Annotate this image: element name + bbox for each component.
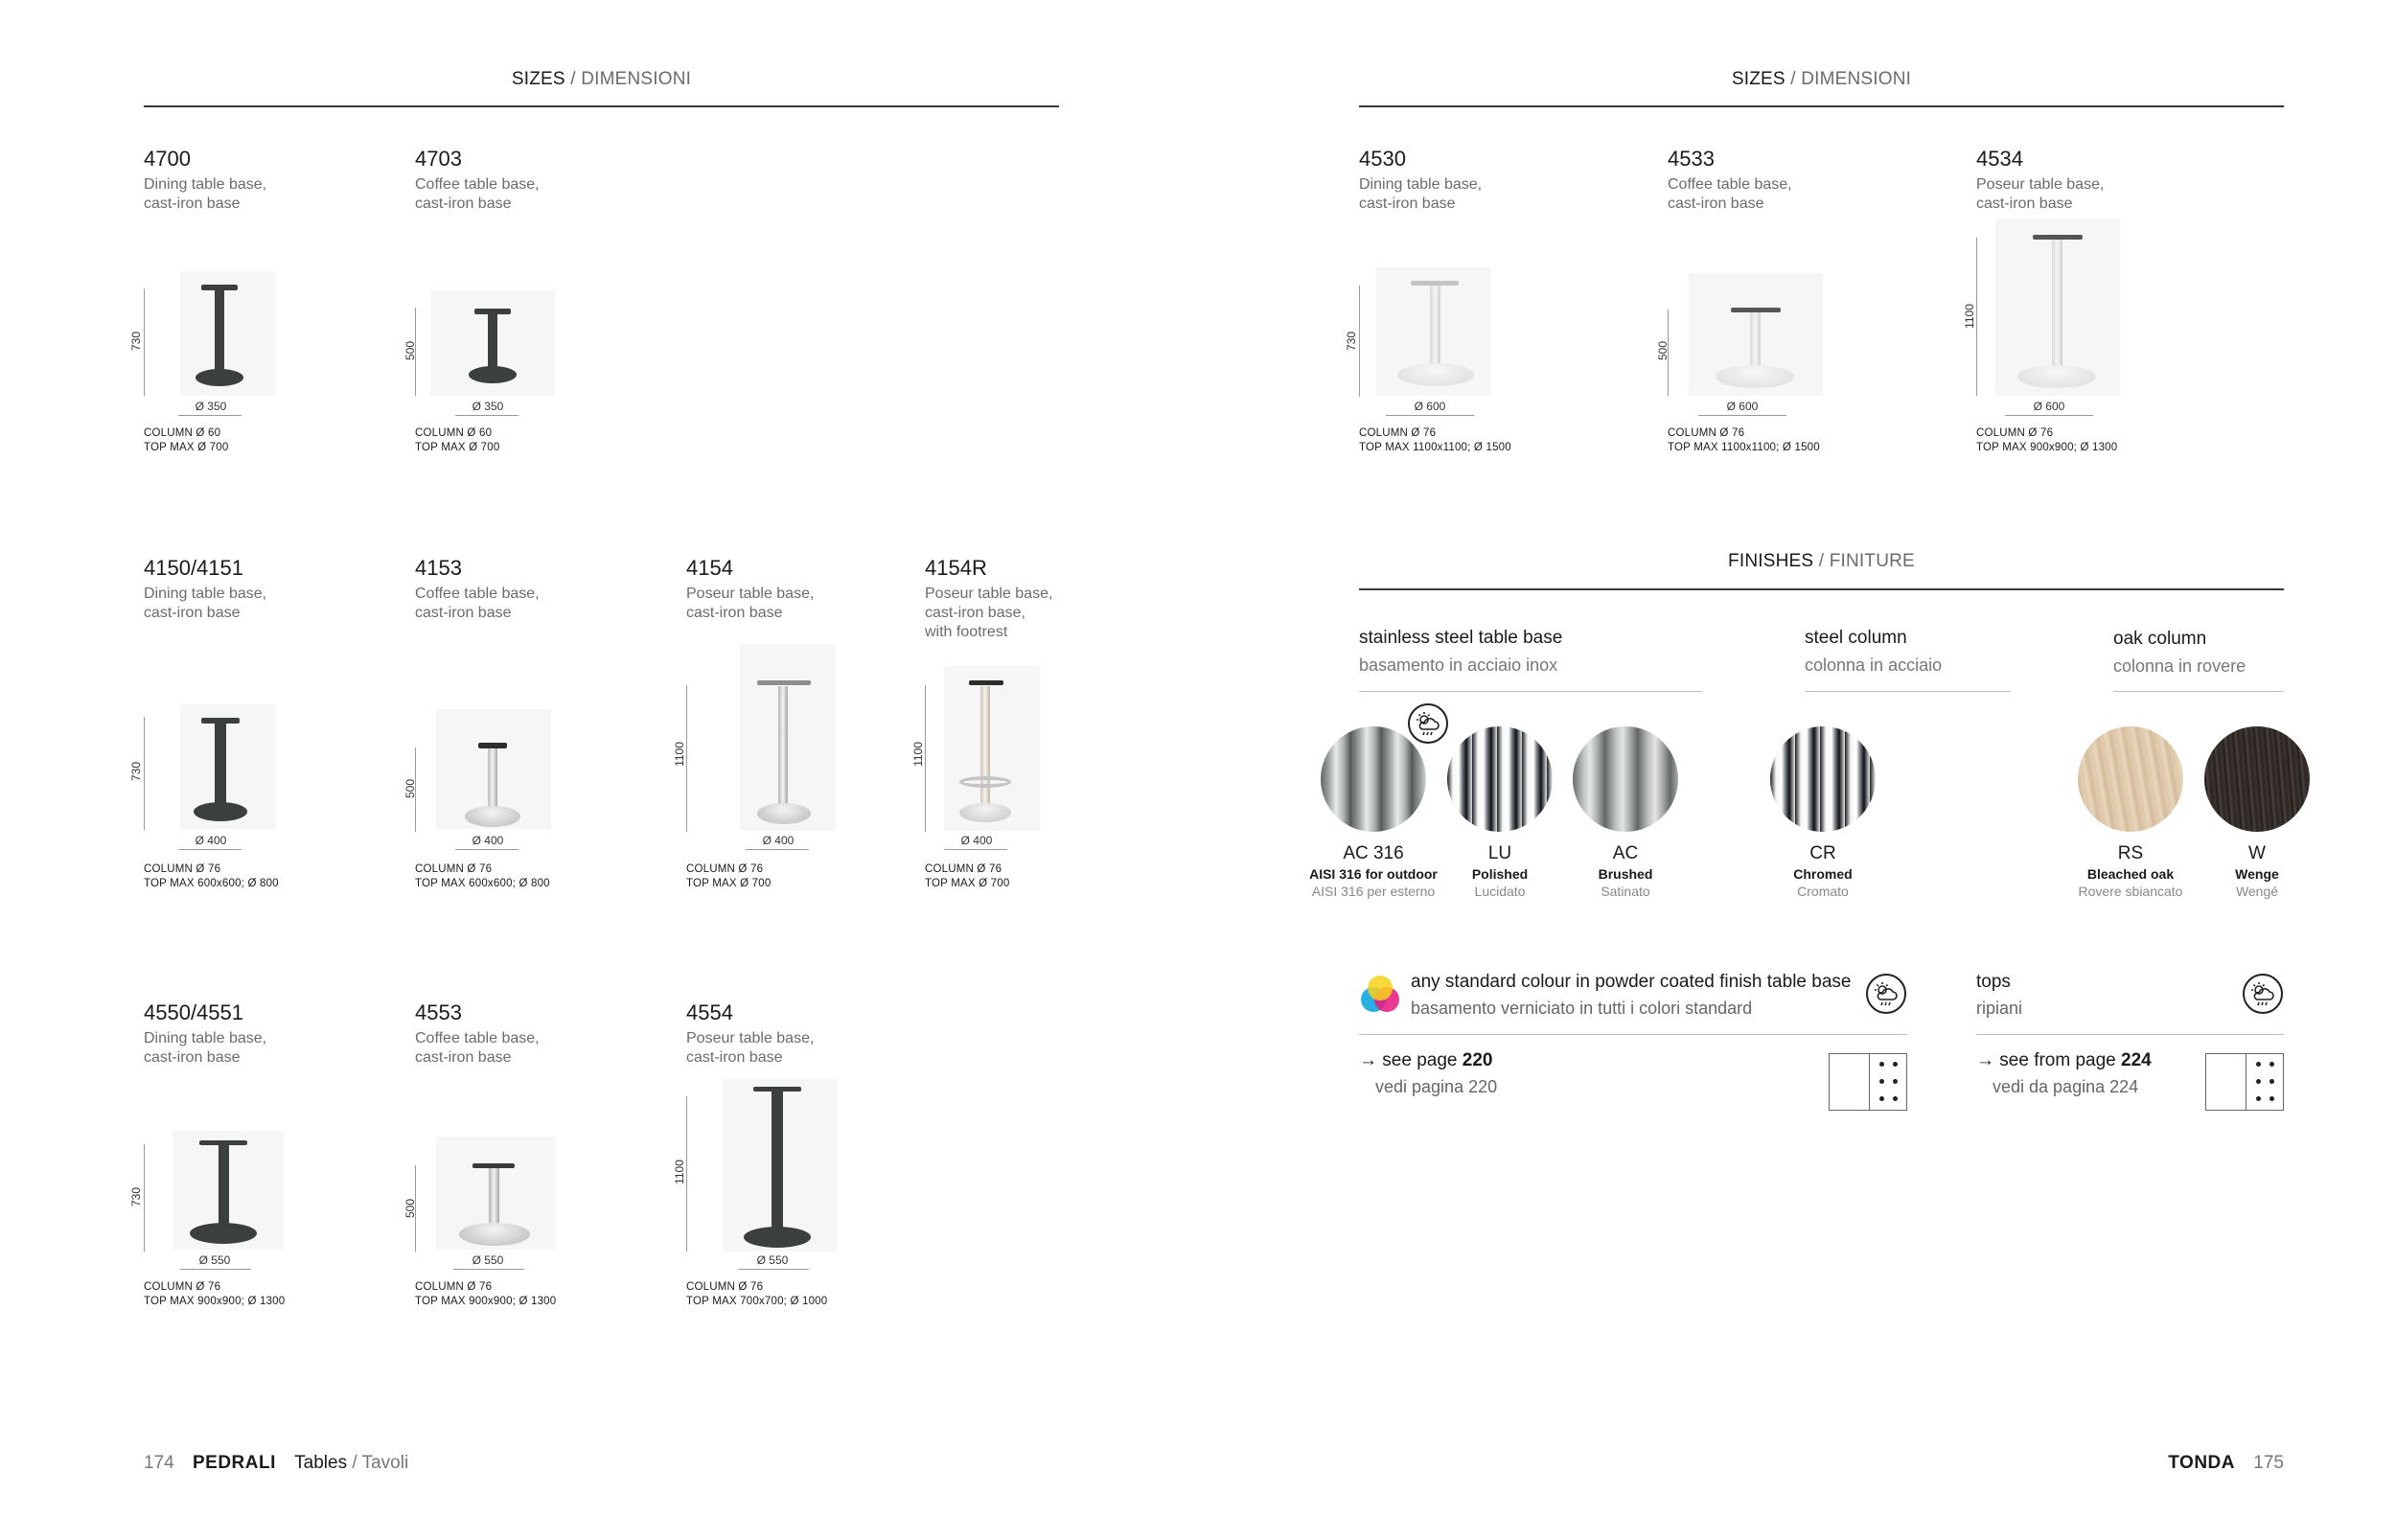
height-label: 1100: [672, 1160, 686, 1184]
swatch-name-it: Wengé: [2235, 884, 2279, 899]
product-code: 4530: [1359, 147, 1406, 171]
arrow-right-icon: →: [1976, 1050, 1994, 1070]
left-sizes-subtitle: DIMENSIONI: [581, 69, 692, 89]
product-spec: COLUMN Ø 76 TOP MAX 1100x1100; Ø 1500: [1668, 427, 1820, 453]
diameter-label: Ø 400: [472, 834, 504, 847]
height-line: [1359, 286, 1360, 397]
outdoor-icon: [1866, 974, 1906, 1014]
section-name: Tables: [294, 1453, 348, 1473]
product-code: 4534: [1976, 147, 2023, 171]
finish-group-stainless-subtitle: basamento in acciaio inox: [1359, 655, 1558, 675]
product-spec: COLUMN Ø 76 TOP MAX 600x600; Ø 800: [144, 863, 279, 889]
height-label: 500: [403, 778, 418, 799]
right-sizes-header: SIZES / DIMENSIONI: [1731, 69, 1912, 89]
table-base-illustration: [444, 1163, 549, 1254]
swatch-code: W: [2248, 843, 2266, 863]
right-sizes-rule: [1359, 105, 2284, 107]
product-spec: COLUMN Ø 76 TOP MAX 900x900; Ø 1300: [1976, 427, 2118, 453]
height-line: [144, 1144, 145, 1252]
product-4703: [403, 147, 664, 559]
swatch-name-it: AISI 316 per esterno: [1311, 884, 1436, 899]
diameter-label: Ø 350: [195, 400, 227, 413]
product-spec: COLUMN Ø 76 TOP MAX 900x900; Ø 1300: [415, 1281, 557, 1307]
right-page-number: 175: [2253, 1453, 2284, 1473]
diameter-line: [178, 415, 242, 416]
product-desc: Dining table base, cast-iron base: [144, 176, 267, 212]
table-base-illustration: [180, 281, 276, 396]
table-base-illustration: [180, 714, 276, 829]
swatch-code: AC: [1612, 843, 1639, 863]
swatch-code: RS: [2117, 843, 2144, 863]
left-sizes-rule: [144, 105, 1059, 107]
finish-group-stainless-title: stainless steel table base: [1359, 628, 1563, 648]
diameter-line: [2005, 415, 2093, 416]
finish-group-oak-subtitle: colonna in rovere: [2113, 656, 2246, 676]
diameter-label: Ø 600: [1414, 400, 1446, 413]
product-4534: [1962, 147, 2225, 559]
height-label: 500: [1656, 340, 1670, 361]
height-label: 730: [129, 331, 144, 352]
height-line: [1976, 238, 1977, 396]
product-code: 4153: [415, 556, 462, 580]
link-prefix: see from page: [1999, 1050, 2122, 1070]
swatch-w: [2204, 726, 2310, 832]
left-sizes-sep: /: [564, 69, 582, 89]
product-spec: COLUMN Ø 60 TOP MAX Ø 700: [415, 427, 500, 453]
diameter-line: [746, 849, 809, 850]
tops-subtitle: ripiani: [1976, 999, 2023, 1018]
left-page-number: 174: [144, 1453, 174, 1473]
table-base-illustration: [453, 305, 549, 396]
swatch-lu: [1447, 726, 1553, 832]
diameter-line: [1698, 415, 1786, 416]
finish-group-steel-subtitle: colonna in acciaio: [1805, 655, 1943, 675]
product-spec: COLUMN Ø 76 TOP MAX Ø 700: [925, 863, 1010, 889]
table-base-illustration: [1696, 308, 1811, 399]
brand-name: PEDRALI: [192, 1453, 276, 1473]
table-base-illustration: [2000, 235, 2115, 398]
product-desc: Coffee table base, cast-iron base: [1668, 176, 1792, 212]
left-sizes-title: SIZES: [511, 69, 565, 89]
swatch-name-it: Lucidato: [1474, 884, 1526, 899]
product-code: 4700: [144, 147, 191, 171]
tops-rule: [1976, 1034, 2284, 1035]
collection-name: TONDA: [2168, 1453, 2236, 1473]
swatch-code: AC 316: [1343, 843, 1404, 863]
finish-group-oak-rule: [2113, 691, 2284, 692]
outdoor-icon: [1408, 703, 1448, 744]
height-line: [144, 288, 145, 396]
diameter-line: [944, 849, 1007, 850]
product-code: 4554: [686, 1000, 733, 1024]
product-code: 4703: [415, 147, 462, 171]
swatch-name: Chromed: [1793, 866, 1853, 882]
swatch-name: AISI 316 for outdoor: [1309, 866, 1438, 882]
swatch-name: Brushed: [1598, 866, 1653, 882]
product-code: 4533: [1668, 147, 1715, 171]
swatch-ac: [1573, 726, 1678, 832]
link-page-number: 224: [2121, 1050, 2152, 1070]
swatch-ac316: [1321, 726, 1426, 832]
product-spec: COLUMN Ø 60 TOP MAX Ø 700: [144, 427, 229, 453]
diameter-label: Ø 550: [472, 1253, 504, 1267]
powder-coat-rule: [1359, 1034, 1907, 1035]
height-label: 1100: [672, 742, 686, 767]
height-label: 730: [129, 1186, 144, 1207]
diameter-label: Ø 600: [2033, 400, 2065, 413]
diameter-line: [738, 1269, 809, 1270]
product-code: 4150/4151: [144, 556, 243, 580]
layout-grid-icon: [2205, 1053, 2284, 1111]
diameter-line: [455, 415, 518, 416]
right-sizes-title: SIZES: [1731, 69, 1785, 89]
powder-coat-subtitle: basamento verniciato in tutti i colori standard: [1411, 999, 1753, 1018]
product-desc: Coffee table base, cast-iron base: [415, 1030, 540, 1066]
diameter-label: Ø 400: [195, 834, 227, 847]
finish-group-oak-title: oak column: [2113, 629, 2207, 649]
arrow-right-icon: →: [1359, 1050, 1377, 1070]
see-page-220-it: vedi pagina 220: [1375, 1077, 1498, 1096]
product-4530: [1345, 147, 1608, 559]
product-4154r: [910, 556, 1059, 968]
diameter-label: Ø 400: [762, 834, 795, 847]
layout-grid-icon: [1829, 1053, 1907, 1111]
product-4154: [672, 556, 935, 968]
table-base-illustration: [944, 680, 1040, 834]
height-line: [144, 717, 145, 830]
diameter-label: Ø 350: [472, 400, 504, 413]
product-4700: [129, 147, 393, 559]
swatch-name-it: Satinato: [1601, 884, 1650, 899]
finishes-subtitle: FINITURE: [1829, 551, 1915, 571]
section-name-it: Tavoli: [361, 1453, 409, 1473]
table-base-illustration: [744, 680, 840, 834]
diameter-label: Ø 550: [756, 1253, 789, 1267]
right-footer: [2147, 1453, 2284, 1474]
swatch-code: CR: [1809, 843, 1836, 863]
left-footer: 174 PEDRALI Tables / Tavoli: [144, 1453, 409, 1473]
product-4550-4551: [129, 1000, 393, 1413]
product-code: 4154: [686, 556, 733, 580]
product-desc: Poseur table base, cast-iron base, with footrest: [925, 586, 1053, 640]
height-label: 500: [403, 1198, 418, 1219]
product-code: 4154R: [925, 556, 987, 580]
product-4554: [672, 1000, 935, 1413]
swatch-code: LU: [1487, 843, 1512, 863]
outdoor-icon: [2243, 974, 2283, 1014]
product-desc: Coffee table base, cast-iron base: [415, 586, 540, 621]
diameter-label: Ø 550: [198, 1253, 231, 1267]
swatch-name: Polished: [1471, 866, 1529, 882]
product-spec: COLUMN Ø 76 TOP MAX 1100x1100; Ø 1500: [1359, 427, 1511, 453]
swatch-rs: [2078, 726, 2183, 832]
finishes-header: FINISHES / FINITURE: [1728, 551, 1915, 571]
product-desc: Poseur table base, cast-iron base: [1976, 176, 2105, 212]
height-label: 500: [403, 340, 418, 361]
finishes-rule: [1359, 588, 2284, 590]
see-page-224-link[interactable]: [1976, 1050, 2152, 1071]
color-wheel-icon: [1359, 974, 1401, 1016]
height-line: [925, 685, 926, 832]
see-page-220-link[interactable]: [1359, 1050, 1492, 1071]
product-desc: Poseur table base, cast-iron base: [686, 1030, 815, 1066]
swatch-name: Bleached oak: [2086, 866, 2175, 882]
product-4150-4151: [129, 556, 393, 968]
product-desc: Poseur table base, cast-iron base: [686, 586, 815, 621]
diameter-line: [453, 1269, 524, 1270]
right-sizes-subtitle: DIMENSIONI: [1801, 69, 1912, 89]
product-desc: Dining table base, cast-iron base: [144, 586, 267, 621]
product-desc: Dining table base, cast-iron base: [1359, 176, 1483, 212]
see-page-224-it: vedi da pagina 224: [1993, 1077, 2139, 1096]
height-label: 1100: [1962, 304, 1976, 329]
diameter-line: [180, 1269, 251, 1270]
diameter-line: [178, 849, 242, 850]
height-label: 1100: [910, 742, 925, 767]
diameter-label: Ø 400: [960, 834, 993, 847]
link-prefix: see page: [1382, 1050, 1463, 1070]
table-base-illustration: [453, 743, 549, 834]
swatch-name: Wenge: [2235, 866, 2279, 882]
product-4553: [403, 1000, 664, 1413]
product-code: 4553: [415, 1000, 462, 1024]
product-spec: COLUMN Ø 76 TOP MAX 600x600; Ø 800: [415, 863, 550, 889]
height-label: 730: [129, 761, 144, 782]
finishes-title: FINISHES: [1728, 551, 1814, 571]
swatch-name-it: Cromato: [1797, 884, 1849, 899]
product-4533: [1656, 147, 1917, 559]
diameter-label: Ø 600: [1726, 400, 1759, 413]
swatch-name-it: Rovere sbiancato: [2078, 884, 2183, 899]
height-line: [686, 1096, 687, 1252]
left-sizes-header: [144, 69, 1059, 90]
tops-title: tops: [1976, 972, 2011, 992]
product-spec: COLUMN Ø 76 TOP MAX Ø 700: [686, 863, 772, 889]
table-base-illustration: [173, 1140, 278, 1255]
product-4153: [403, 556, 664, 968]
product-desc: Coffee table base, cast-iron base: [415, 176, 540, 212]
product-desc: Dining table base, cast-iron base: [144, 1030, 267, 1066]
table-base-illustration: [1380, 281, 1495, 396]
product-spec: COLUMN Ø 76 TOP MAX 900x900; Ø 1300: [144, 1281, 286, 1307]
product-code: 4550/4551: [144, 1000, 243, 1024]
powder-coat-title: any standard colour in powder coated finish table base: [1411, 972, 1852, 992]
finish-group-steel-rule: [1805, 691, 2011, 692]
height-line: [686, 685, 687, 832]
link-page-number: 220: [1462, 1050, 1493, 1070]
height-label: 730: [1345, 331, 1359, 352]
finish-group-stainless-rule: [1359, 691, 1702, 692]
diameter-line: [1386, 415, 1474, 416]
table-base-illustration: [725, 1087, 830, 1254]
diameter-line: [455, 849, 518, 850]
finish-group-steel-title: steel column: [1805, 628, 1907, 648]
swatch-cr: [1770, 726, 1876, 832]
product-spec: COLUMN Ø 76 TOP MAX 700x700; Ø 1000: [686, 1281, 828, 1307]
